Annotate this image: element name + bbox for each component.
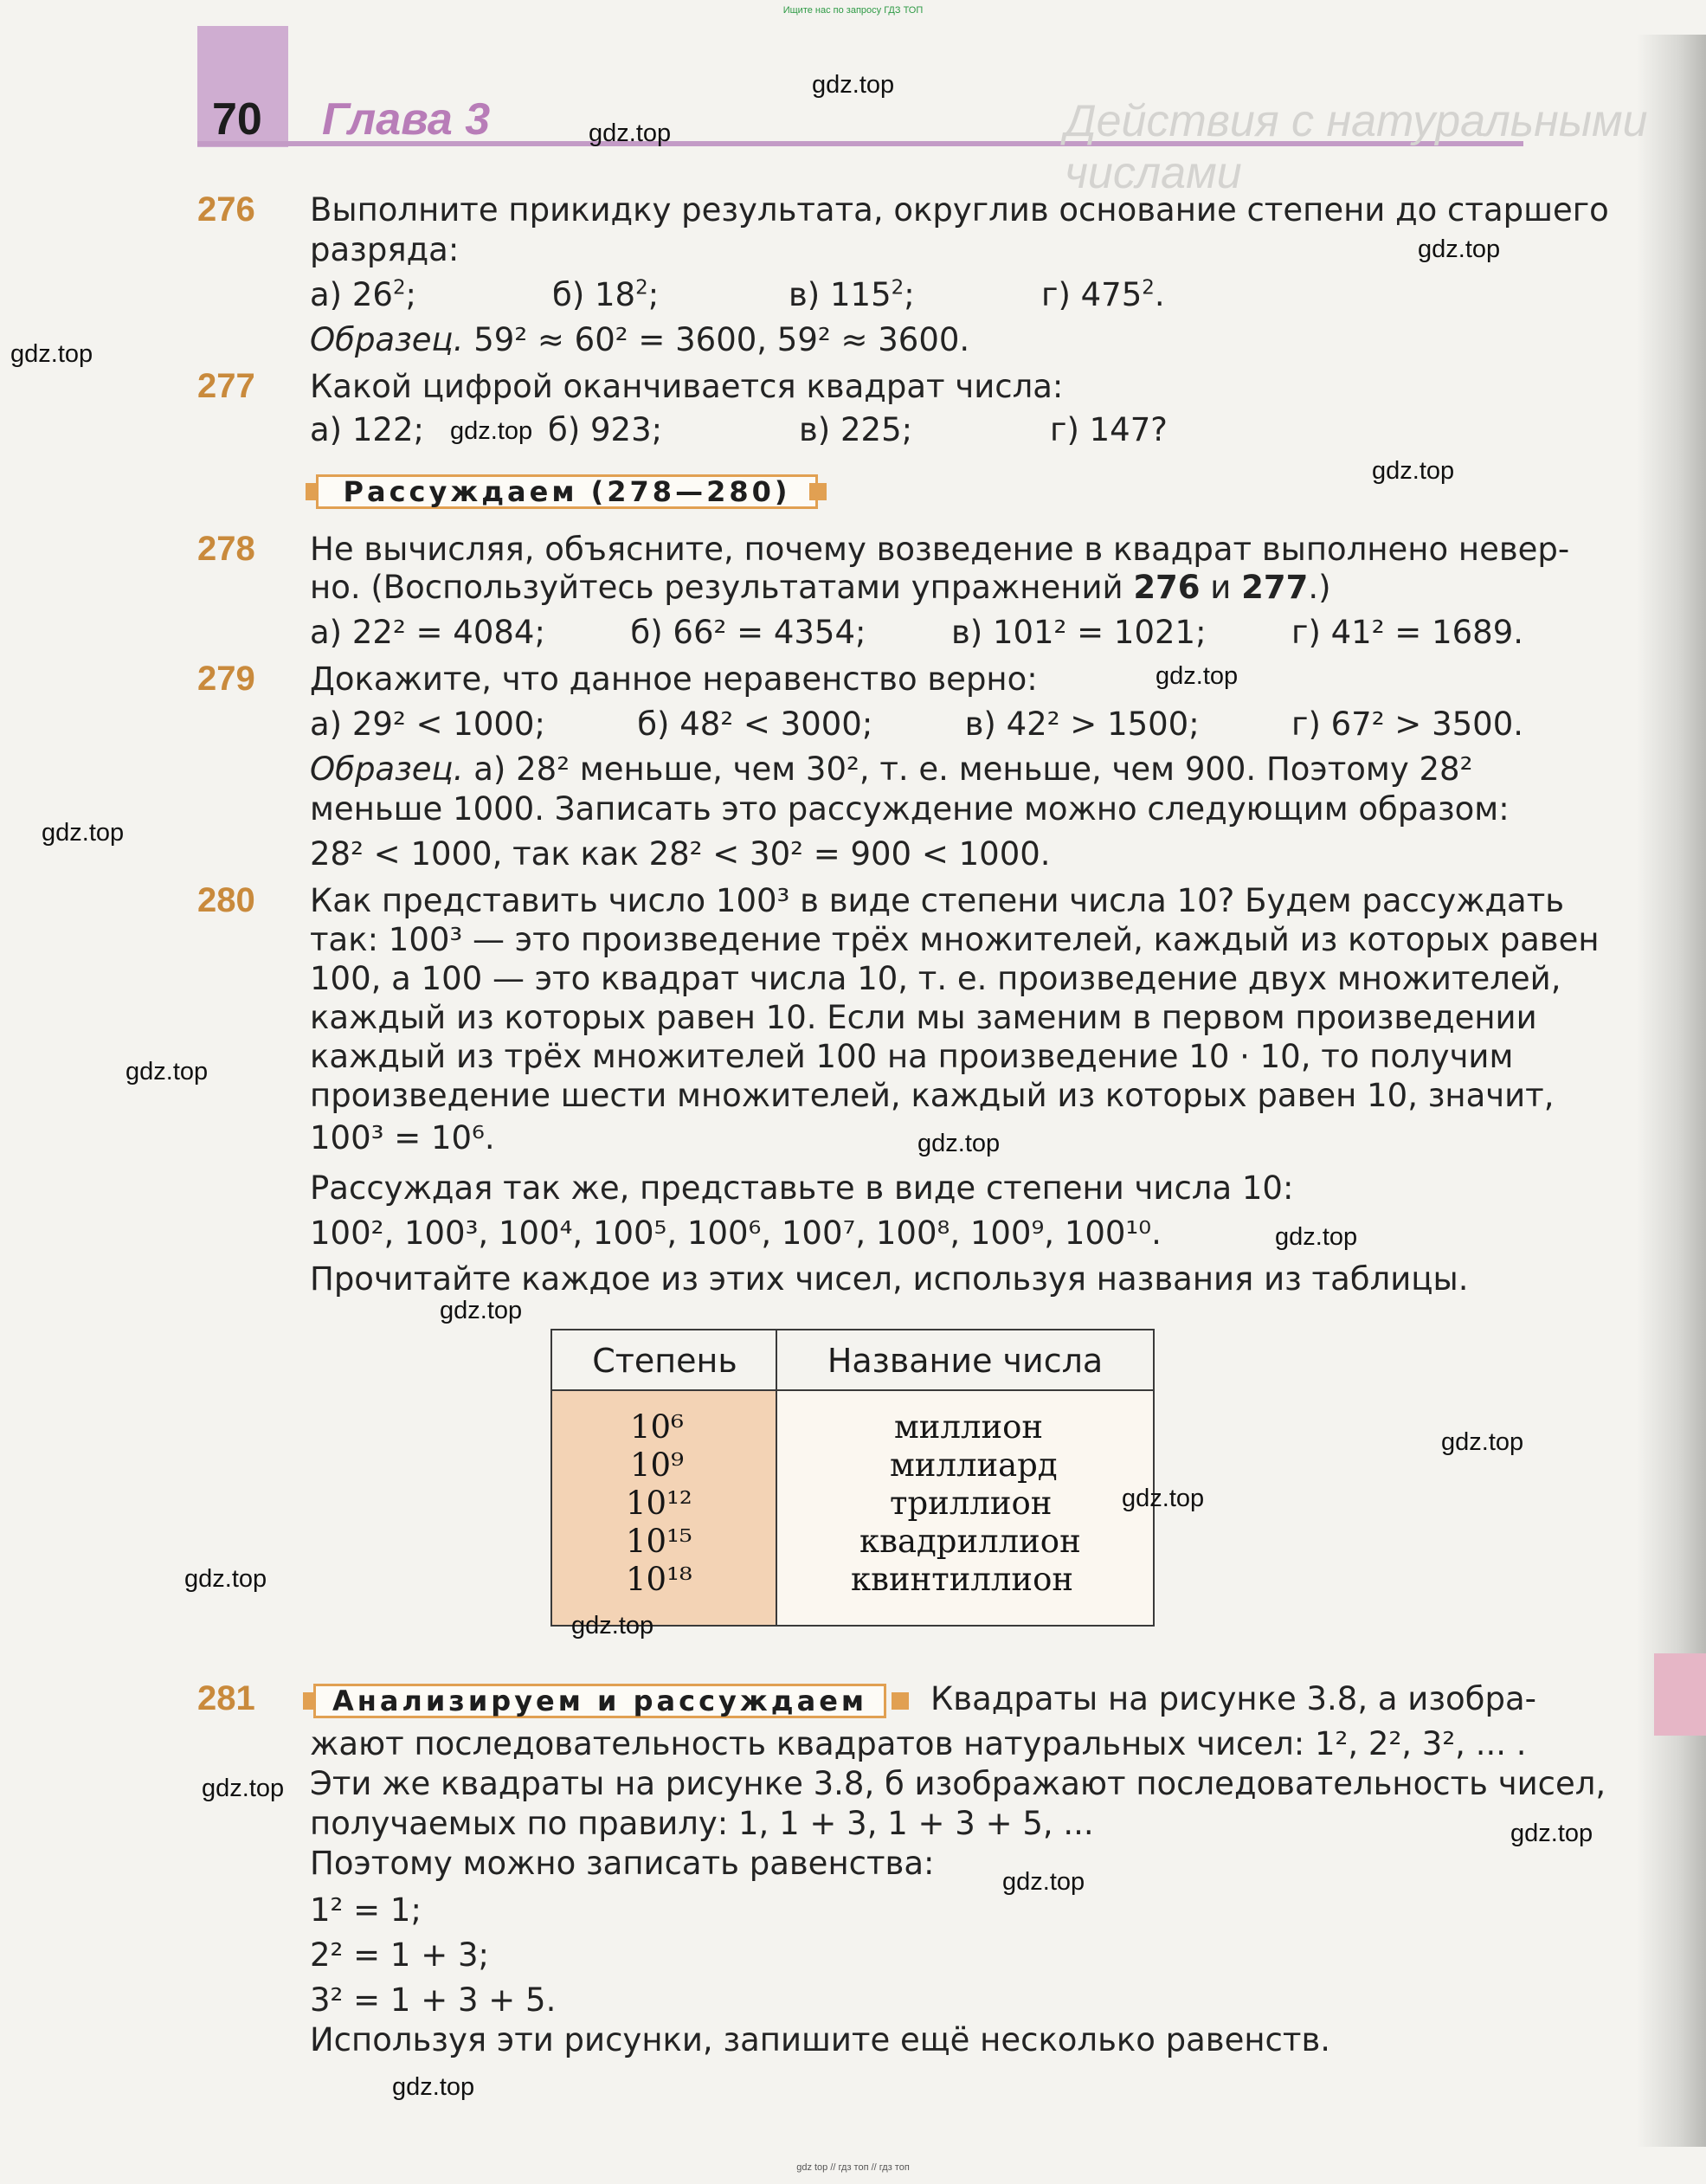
- ex281-line5: Поэтому можно записать равенства:: [310, 1845, 935, 1882]
- ex280-line1: Как представить число 100³ в виде степени числа 10? Будем рассуждать: [310, 882, 1565, 919]
- ex281-line1: Квадраты на рисунке 3.8, а изобра-: [930, 1680, 1536, 1717]
- chapter-tab: [1654, 1653, 1706, 1736]
- ex281-line6: Используя эти рисунки, запишите ещё несколько равенств.: [310, 2021, 1331, 2058]
- exercise-number-281: 281: [197, 1679, 255, 1717]
- watermark: gdz.top: [184, 1565, 267, 1593]
- watermark: gdz.top: [450, 417, 533, 445]
- ex281-line3: Эти же квадраты на рисунке 3.8, б изображают последовательность чисел,: [310, 1765, 1606, 1802]
- watermark: gdz.top: [1122, 1485, 1205, 1512]
- ex279-sample-line3: 28² < 1000, так как 28² < 30² = 900 < 1000.: [310, 835, 1051, 873]
- watermark: gdz.top: [126, 1058, 209, 1086]
- table-cell-power: 10¹²: [626, 1485, 692, 1522]
- watermark: gdz.top: [917, 1130, 1001, 1157]
- ex280-line4: каждый из которых равен 10. Если мы заменим в первом произведении: [310, 999, 1537, 1036]
- exercise-number-276: 276: [197, 190, 255, 229]
- ex278-line1: Не вычисляя, объясните, почему возведение в квадрат выполнено невер-: [310, 531, 1570, 568]
- ex281-eq2: 2² = 1 + 3;: [310, 1936, 489, 1974]
- ex278-options: а) 22² = 4084; б) 66² = 4354; в) 101² = 1021; г) 41² = 1689.: [310, 614, 1523, 651]
- watermark: gdz.top: [812, 71, 895, 99]
- watermark: gdz.top: [571, 1612, 654, 1640]
- ex281-eq3: 3² = 1 + 3 + 5.: [310, 1981, 557, 2019]
- bleed-through-heading: Действия с натуральными числами: [1065, 96, 1648, 198]
- watermark: gdz.top: [202, 1775, 285, 1802]
- ex280-line3: 100, а 100 — это квадрат числа 10, т. е. произведение двух множителей,: [310, 960, 1561, 997]
- ex280-line7: 100³ = 10⁶.: [310, 1119, 495, 1156]
- watermark: gdz.top: [589, 119, 672, 147]
- watermark: gdz.top: [1510, 1820, 1593, 1847]
- ex276-sample: Образец. 59² ≈ 60² = 3600, 59² ≈ 3600.: [310, 321, 970, 358]
- table-column-rule: [776, 1330, 777, 1625]
- ex276-line1: Выполните прикидку результата, округлив основание степени до старшего: [310, 191, 1609, 229]
- exercise-number-278: 278: [197, 530, 255, 568]
- bottom-note: gdz top // гдз топ // гдз топ: [796, 2162, 910, 2173]
- ex281-eq1: 1² = 1;: [310, 1891, 422, 1929]
- ex280-line2: так: 100³ — это произведение трёх множителей, каждый из которых равен: [310, 921, 1600, 958]
- ex277-line1: Какой цифрой оканчивается квадрат числа:: [310, 368, 1064, 405]
- page-edge-shadow: [1637, 35, 1706, 2147]
- ex276-line2: разряда:: [310, 231, 460, 268]
- watermark: gdz.top: [392, 2073, 475, 2101]
- ex280-line5: каждый из трёх множителей 100 на произведение 10 · 10, то получим: [310, 1038, 1514, 1075]
- ex278-line2: но. (Воспользуйтесь результатами упражнений 276 и 277.): [310, 569, 1331, 606]
- ex281-line4: получаемых по правилу: 1, 1 + 3, 1 + 3 + 5, ...: [310, 1805, 1094, 1842]
- top-note: Ищите нас по запросу ГДЗ ТОП: [782, 5, 924, 16]
- number-names-table: [550, 1329, 1155, 1627]
- ex279-options: а) 29² < 1000; б) 48² < 3000; в) 42² > 1500; г) 67² > 3500.: [310, 705, 1523, 743]
- table-cell-name: триллион: [890, 1485, 1053, 1522]
- table-cell-power: 10¹⁸: [626, 1561, 692, 1598]
- table-cell-name: миллион: [894, 1408, 1044, 1446]
- ex280-line8: Рассуждая так же, представьте в виде степени числа 10:: [310, 1169, 1294, 1207]
- watermark: gdz.top: [42, 819, 125, 847]
- watermark: gdz.top: [1418, 235, 1501, 263]
- banner-marker-right: [809, 483, 827, 500]
- table-cell-power: 10¹⁵: [626, 1523, 692, 1560]
- ex280-line6: произведение шести множителей, каждый из которых равен 10, значит,: [310, 1077, 1555, 1114]
- ex280-line9: 100², 100³, 100⁴, 100⁵, 100⁶, 100⁷, 100⁸, 100⁹, 100¹⁰.: [310, 1214, 1162, 1252]
- ex280-line10: Прочитайте каждое из этих чисел, используя названия из таблицы.: [310, 1260, 1469, 1298]
- ex281-line2: жают последовательность квадратов натуральных чисел: 1², 2², 3², ... .: [310, 1725, 1527, 1762]
- watermark: gdz.top: [1002, 1868, 1085, 1896]
- banner-marker-right: [892, 1692, 909, 1710]
- ex279-sample-line1: Образец. а) 28² меньше, чем 30², т. е. меньше, чем 900. Поэтому 28²: [310, 751, 1473, 788]
- page-number: 70: [212, 94, 262, 145]
- watermark: gdz.top: [1441, 1428, 1524, 1456]
- table-cell-power: 10⁹: [630, 1446, 684, 1484]
- table-header-rule: [552, 1389, 1153, 1391]
- section-banner-reasoning: Рассуждаем (278—280): [316, 474, 818, 509]
- table-cell-name: квадриллион: [859, 1523, 1081, 1560]
- exercise-number-277: 277: [197, 367, 255, 405]
- ex279-sample-line2: меньше 1000. Записать это рассуждение можно следующим образом:: [310, 790, 1510, 828]
- chapter-title: Глава 3: [322, 94, 491, 145]
- watermark: gdz.top: [10, 340, 93, 368]
- watermark: gdz.top: [1275, 1223, 1358, 1251]
- watermark: gdz.top: [1372, 457, 1455, 485]
- ex279-line1: Докажите, что данное неравенство верно:: [310, 660, 1038, 698]
- table-cell-power: 10⁶: [630, 1408, 684, 1446]
- exercise-number-280: 280: [197, 881, 255, 919]
- table-header-name: Название числа: [827, 1342, 1104, 1380]
- exercise-number-279: 279: [197, 660, 255, 698]
- section-banner-analyze: Анализируем и рассуждаем: [313, 1684, 886, 1718]
- table-cell-name: квинтиллион: [851, 1561, 1074, 1598]
- watermark: gdz.top: [1156, 662, 1239, 690]
- watermark: gdz.top: [440, 1297, 523, 1324]
- table-header-power: Степень: [592, 1342, 737, 1380]
- table-cell-name: миллиард: [890, 1446, 1058, 1484]
